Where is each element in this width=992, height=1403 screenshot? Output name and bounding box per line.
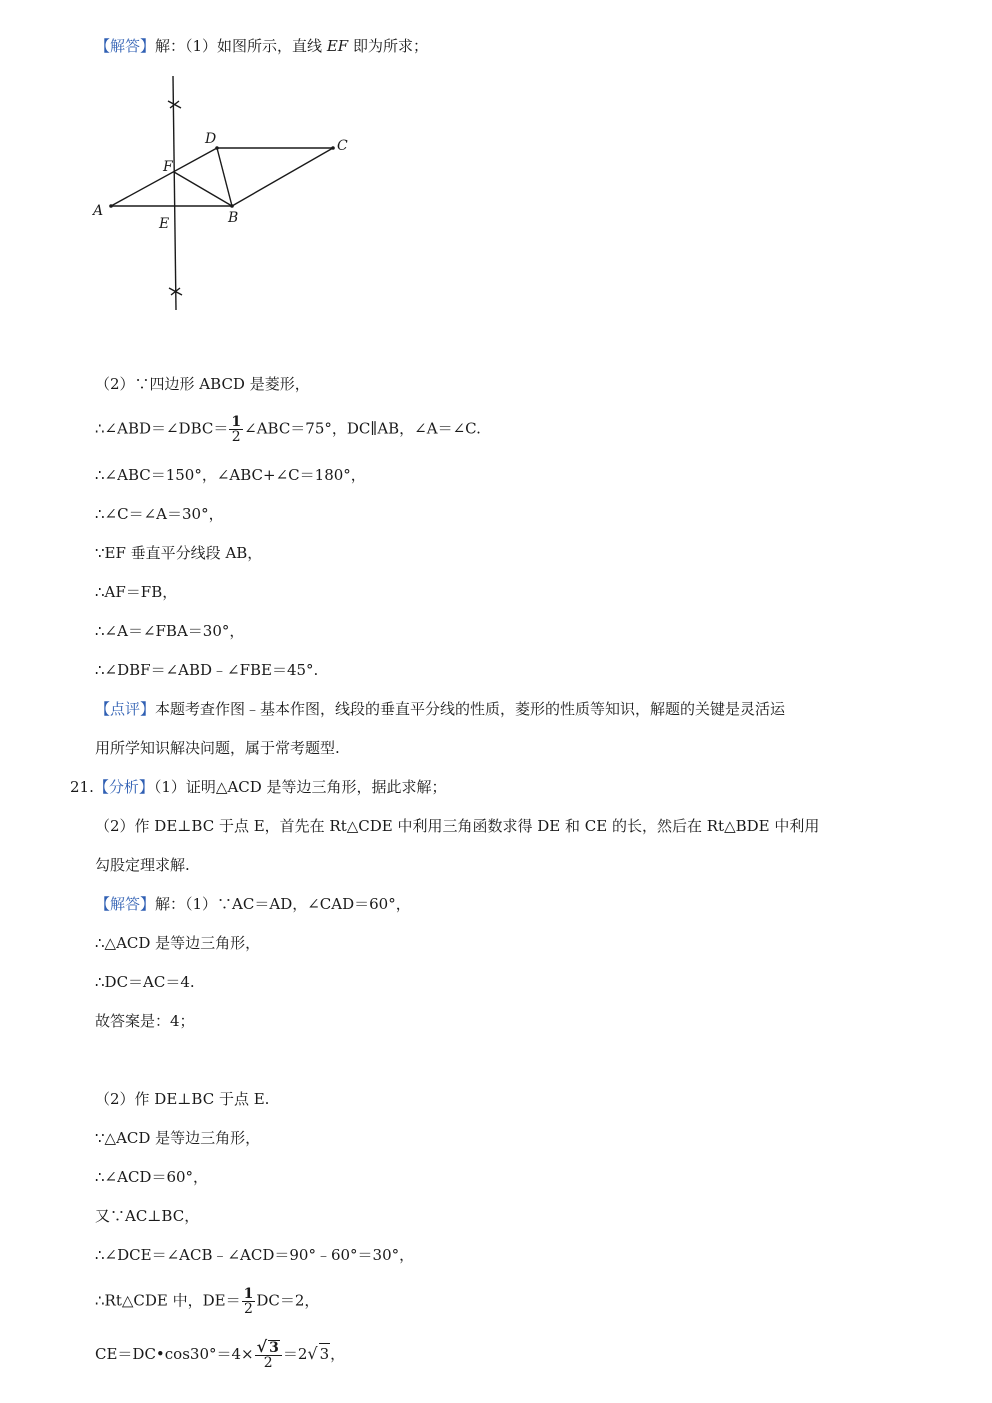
q20-comment-line2: 用所学知识解决问题，属于常考题型. [95,739,340,757]
q21-analysis-line3: 勾股定理求解. [95,856,190,874]
segment-ad [111,148,217,206]
q20-p2-line7: ∴∠A＝∠FBA＝30°， [95,622,245,640]
q20-answer-line: 【解答】解：（1）如图所示，直线 EF 即为所求； [95,37,428,55]
q20-p2-line1: （2）∵四边形 ABCD 是菱形， [95,375,310,393]
question-number: 21. [70,778,94,796]
q21-p2-line6: ∴Rt△CDE 中，DE＝ $\frac{1}{2}$ DC＝2， [95,1286,320,1317]
bisector-line-ef [173,76,176,310]
geometry-figure [80,68,380,328]
answer-tag: 【解答】 [95,37,156,55]
fraction-half: $\frac{1}{2}$ [231,414,242,445]
analysis-tag: 【分析】 [93,778,154,796]
label-d: D [205,131,217,147]
q21-p2-line7: CE＝DC•cos30°＝4× $\frac{√ 3}{2}$ ＝2√ 3， [95,1337,346,1371]
q21-analysis-line2: （2）作 DE⊥BC 于点 E，首先在 Rt△CDE 中利用三角函数求得 DE 和 CE 的长，然后在 Rt△BDE 中利用 [95,817,820,835]
arc-mark-top [168,101,181,108]
q20-p2-line3: ∴∠ABC＝150°，∠ABC+∠C＝180°， [95,466,366,484]
fraction-sqrt3-over-2: $\frac{√ 3}{2}$ [255,1340,282,1370]
label-c: C [337,138,348,154]
q20-p2-line5: ∵EF 垂直平分线段 AB， [95,544,263,562]
segment-fb [174,172,232,206]
q21-line3: ∴DC＝AC＝4. [95,973,195,991]
q20-p2-line6: ∴AF＝FB， [95,583,178,601]
sqrt-sign: √ [307,1344,318,1363]
q21-p2-line2: ∵△ACD 是等边三角形， [95,1129,261,1147]
label-e: E [159,216,170,232]
q20-p2-line8: ∴∠DBF＝∠ABD﹣∠FBE＝45°. [95,661,319,679]
q21-p2-line5: ∴∠DCE＝∠ACB﹣∠ACD＝90°﹣60°＝30°， [95,1246,415,1264]
q20-p2-line4: ∴∠C＝∠A＝30°， [95,505,224,523]
q21-line4: 故答案是：4； [95,1012,195,1030]
q21-analysis-line1: 21.【分析】（1）证明△ACD 是等边三角形，据此求解； [70,778,447,796]
q21-p2-line3: ∴∠ACD＝60°， [95,1168,209,1186]
label-f: F [163,159,173,175]
q21-answer-line1: 【解答】解：（1）∵AC＝AD，∠CAD＝60°， [95,895,411,913]
q21-p2-line4: 又∵AC⊥BC， [95,1207,200,1225]
label-b: B [228,210,239,226]
comment-tag: 【点评】 [95,700,156,718]
answer-tag: 【解答】 [95,895,156,913]
q20-comment-line1: 【点评】本题考查作图﹣基本作图，线段的垂直平分线的性质，菱形的性质等知识，解题的关键是灵活运 [95,700,786,718]
segment-cb [232,148,333,206]
fraction-half: $\frac{1}{2}$ [243,1286,254,1317]
q20-p2-line2: ∴∠ABD＝∠DBC＝ $\frac{1}{2}$ ∠ABC＝75°，DC∥AB，∠A＝∠C. [95,414,481,445]
q21-p2-line1: （2）作 DE⊥BC 于点 E. [95,1090,270,1108]
label-a: A [93,203,104,219]
segment-db [217,148,232,206]
q21-line2: ∴△ACD 是等边三角形， [95,934,261,952]
